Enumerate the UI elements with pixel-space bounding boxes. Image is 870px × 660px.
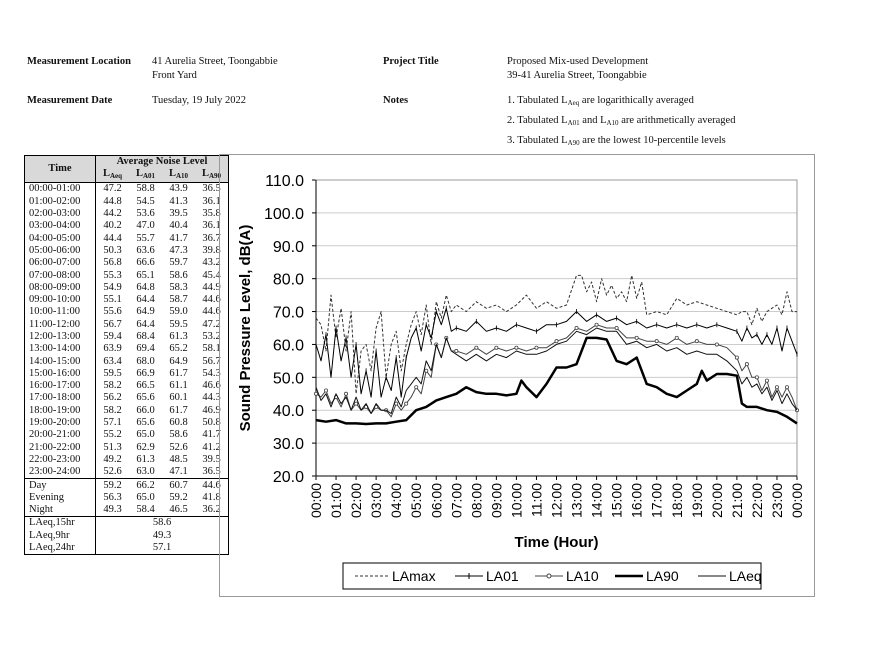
series-point-la10 <box>715 343 718 346</box>
value-cell: 64.9 <box>169 355 188 367</box>
hour-row <box>25 417 229 429</box>
series-point-la10 <box>415 386 418 389</box>
x-tick-label: 17:00 <box>648 483 665 519</box>
note-2: 2. Tabulated $L_{A01}$ and $L_{A10}$ are arithmetically averaged <box>507 115 736 127</box>
series-point-la10 <box>785 386 788 389</box>
time-cell: 22:00-23:00 <box>25 454 96 466</box>
series-point-la10 <box>635 336 638 339</box>
value-cell: 59.0 <box>169 306 188 318</box>
note-1: 1. Tabulated $L_{Aeq}$ are logarithically averaged <box>507 95 694 107</box>
value-cell: 65.6 <box>136 392 155 404</box>
value-cell: 55.7 <box>136 232 155 244</box>
time-cell: 18:00-19:00 <box>25 405 96 417</box>
value-cell: 36.5 <box>195 466 229 479</box>
value-cell: 58.4 <box>129 504 162 517</box>
series-point-la10 <box>575 326 578 329</box>
value-cell: 64.9 <box>136 306 155 318</box>
value-cell: 63.4 <box>103 355 122 367</box>
value-cell: 39.5 <box>195 454 229 466</box>
value-cell: 56.2 <box>103 392 122 404</box>
value-cell: 36.7 <box>195 232 229 244</box>
value-cell: 61.3 <box>136 453 155 465</box>
value-cell: 64.8 <box>136 281 155 293</box>
value-cell: 46.9 <box>195 405 229 417</box>
value-cell: 43.2 <box>195 257 229 269</box>
value-cell: 59.5 <box>169 318 188 330</box>
summary-value: 57.1 <box>96 542 229 555</box>
series-point-la10 <box>455 349 458 352</box>
x-tick-label: 22:00 <box>748 483 765 519</box>
value-cell: 65.6 <box>136 417 155 429</box>
period-row <box>25 492 229 504</box>
hour-row <box>25 245 229 257</box>
time-cell: 21:00-22:00 <box>25 442 96 454</box>
time-cell: 19:00-20:00 <box>25 417 96 429</box>
y-axis-label: Sound Pressure Level, dB(A) <box>237 224 254 432</box>
value-cell: 51.3 <box>103 441 122 453</box>
value-cell: 47.1 <box>162 466 195 479</box>
value-cell: 65.0 <box>136 491 155 503</box>
time-cell: 02:00-03:00 <box>25 208 96 220</box>
hour-row <box>25 343 229 355</box>
y-tick-label: 30.0 <box>272 436 304 454</box>
value-cell: 69.4 <box>136 343 155 355</box>
value-cell: 59.4 <box>103 331 122 342</box>
legend-label-la01: LA01 <box>486 568 519 584</box>
value-cell: 60.1 <box>169 392 188 404</box>
value-cell: 59.2 <box>103 479 122 491</box>
value-cell: 52.6 <box>169 441 188 453</box>
hour-row <box>25 196 229 208</box>
col-header: $L_{A10}$ <box>162 168 195 183</box>
y-tick-label: 40.0 <box>272 403 304 421</box>
x-tick-label: 05:00 <box>408 483 425 519</box>
time-cell: 10:00-11:00 <box>25 306 96 318</box>
value-cell: 56.7 <box>103 318 122 330</box>
series-point-la10 <box>495 346 498 349</box>
hour-row <box>25 331 229 343</box>
value-cell: 54.5 <box>136 195 155 207</box>
value-cell: 66.6 <box>136 257 155 269</box>
series-point-la10 <box>775 386 778 389</box>
value-cell: 61.7 <box>169 367 188 379</box>
x-tick-label: 07:00 <box>448 483 465 519</box>
location-value-2: Front Yard <box>152 70 197 81</box>
value-cell: 57.1 <box>103 417 122 429</box>
value-cell: 54.9 <box>103 281 122 293</box>
location-value-1: 41 Aurelia Street, Toongabbie <box>152 56 278 67</box>
value-cell: 58.6 <box>169 429 188 441</box>
hour-row <box>25 380 229 392</box>
series-point-la10 <box>475 346 478 349</box>
hour-row <box>25 306 229 318</box>
noise-table <box>24 155 229 555</box>
value-cell: 59.7 <box>169 257 188 269</box>
value-cell: 58.3 <box>169 281 188 293</box>
value-cell: 36.5 <box>195 183 229 196</box>
time-cell: 13:00-14:00 <box>25 343 96 355</box>
project-value-2: 39-41 Aurelia Street, Toongabbie <box>507 70 647 81</box>
notes-label: Notes <box>383 95 409 106</box>
hour-row <box>25 454 229 466</box>
value-cell: 36.2 <box>195 504 229 517</box>
summary-value: 58.6 <box>96 517 229 530</box>
legend-label-lamax: LAmax <box>392 568 436 584</box>
value-cell: 64.4 <box>136 318 155 330</box>
value-cell: 50.8 <box>195 417 229 429</box>
value-cell: 55.6 <box>103 306 122 318</box>
series-point-la10 <box>324 389 327 392</box>
time-cell: 14:00-15:00 <box>25 355 96 367</box>
period-row <box>25 504 229 517</box>
date-value: Tuesday, 19 July 2022 <box>152 95 247 106</box>
hour-row <box>25 282 229 294</box>
col-header: $L_{A01}$ <box>129 168 162 183</box>
value-cell: 58.8 <box>136 183 155 195</box>
value-cell: 50.3 <box>103 244 122 256</box>
x-tick-label: 02:00 <box>348 483 365 519</box>
series-point-la10 <box>595 323 598 326</box>
value-cell: 44.9 <box>195 282 229 294</box>
time-cell: 17:00-18:00 <box>25 392 96 404</box>
time-header: Time <box>25 156 96 183</box>
time-cell: 11:00-12:00 <box>25 319 96 331</box>
time-cell: 20:00-21:00 <box>25 429 96 441</box>
value-cell: 46.6 <box>195 380 229 392</box>
time-cell: Night <box>25 504 96 517</box>
time-cell: 12:00-13:00 <box>25 331 96 343</box>
value-cell: 61.3 <box>169 331 188 342</box>
value-cell: 47.2 <box>195 319 229 331</box>
x-tick-label: 12:00 <box>548 483 565 519</box>
value-cell: 40.4 <box>169 220 188 232</box>
time-cell: 01:00-02:00 <box>25 196 96 208</box>
x-tick-label: 18:00 <box>668 483 685 519</box>
value-cell: 48.5 <box>169 453 188 465</box>
time-cell: 16:00-17:00 <box>25 380 96 392</box>
note-3: 3. Tabulated $L_{A90}$ are the lowest 10-percentile levels <box>507 135 726 147</box>
summary-label: LAeq,15hr <box>25 517 96 530</box>
value-cell: 55.2 <box>103 429 122 441</box>
hour-row <box>25 257 229 269</box>
x-tick-label: 14:00 <box>588 483 605 519</box>
legend-label-laeq: LAeq <box>729 568 762 584</box>
col-header: $L_{Aeq}$ <box>96 168 130 183</box>
value-cell: 65.1 <box>136 269 155 281</box>
value-cell: 66.0 <box>136 404 155 416</box>
x-tick-label: 20:00 <box>708 483 725 519</box>
value-cell: 44.2 <box>103 208 122 220</box>
x-tick-label: 06:00 <box>428 483 445 519</box>
value-cell: 60.7 <box>169 479 188 491</box>
y-tick-label: 70.0 <box>272 304 304 322</box>
summary-label: LAeq,24hr <box>25 542 96 555</box>
value-cell: 49.2 <box>103 453 122 465</box>
value-cell: 63.0 <box>129 466 162 479</box>
y-tick-label: 60.0 <box>272 337 304 355</box>
x-tick-label: 09:00 <box>488 483 505 519</box>
x-tick-label: 23:00 <box>768 483 785 519</box>
value-cell: 44.3 <box>195 392 229 404</box>
legend-label-la90: LA90 <box>646 568 679 584</box>
location-label: Measurement Location <box>27 56 131 67</box>
hour-row <box>25 392 229 404</box>
value-cell: 66.5 <box>136 380 155 392</box>
value-cell: 44.6 <box>195 294 229 306</box>
series-point-la10 <box>655 340 658 343</box>
summary-row <box>25 530 229 542</box>
value-cell: 41.7 <box>169 232 188 244</box>
value-cell: 59.5 <box>103 367 122 379</box>
series-point-la10 <box>695 340 698 343</box>
x-tick-label: 01:00 <box>328 483 345 519</box>
value-cell: 63.6 <box>136 244 155 256</box>
x-tick-label: 15:00 <box>608 483 625 519</box>
group-header: Average Noise Level <box>96 156 229 169</box>
hour-row <box>25 232 229 244</box>
series-line-la10 <box>316 325 797 417</box>
y-tick-label: 90.0 <box>272 238 304 256</box>
value-cell: 40.2 <box>103 220 122 232</box>
summary-label: LAeq,9hr <box>25 530 96 542</box>
time-cell: Evening <box>25 492 96 504</box>
time-cell: Day <box>25 479 96 492</box>
value-cell: 59.2 <box>169 491 188 503</box>
series-point-la10 <box>555 340 558 343</box>
series-point-la10 <box>675 336 678 339</box>
time-cell: 08:00-09:00 <box>25 282 96 294</box>
hour-row <box>25 466 229 479</box>
value-cell: 44.8 <box>103 195 122 207</box>
time-cell: 05:00-06:00 <box>25 245 96 257</box>
value-cell: 68.0 <box>136 355 155 367</box>
time-cell: 06:00-07:00 <box>25 257 96 269</box>
plot-area <box>316 180 797 476</box>
project-label: Project Title <box>383 56 439 67</box>
series-point-la10 <box>735 356 738 359</box>
x-tick-label: 04:00 <box>388 483 405 519</box>
series-point-la10 <box>344 392 347 395</box>
x-tick-label: 11:00 <box>528 483 545 517</box>
y-tick-label: 20.0 <box>272 469 304 486</box>
value-cell: 53.6 <box>136 208 155 220</box>
hour-row <box>25 442 229 454</box>
series-point-la10 <box>615 326 618 329</box>
value-cell: 44.6 <box>195 479 229 492</box>
value-cell: 65.0 <box>136 429 155 441</box>
hour-row <box>25 220 229 232</box>
value-cell: 62.9 <box>136 441 155 453</box>
series-point-la10 <box>535 346 538 349</box>
x-tick-label: 19:00 <box>688 483 705 519</box>
time-cell: 07:00-08:00 <box>25 269 96 281</box>
series-point-la10 <box>425 369 428 372</box>
series-point-la10 <box>765 379 768 382</box>
value-cell: 53.2 <box>195 331 229 343</box>
value-cell: 43.9 <box>169 183 188 195</box>
value-cell: 44.6 <box>195 306 229 318</box>
value-cell: 56.7 <box>195 355 229 367</box>
value-cell: 39.8 <box>195 245 229 257</box>
value-cell: 56.8 <box>103 257 122 269</box>
x-tick-label: 08:00 <box>468 483 485 519</box>
value-cell: 49.3 <box>96 504 130 517</box>
y-tick-label: 80.0 <box>272 271 304 289</box>
hour-row <box>25 405 229 417</box>
value-cell: 41.8 <box>195 492 229 504</box>
series-point-la10 <box>745 363 748 366</box>
value-cell: 64.4 <box>136 294 155 306</box>
value-cell: 44.4 <box>103 232 122 244</box>
value-cell: 58.2 <box>103 404 122 416</box>
summary-row <box>25 517 229 530</box>
value-cell: 60.8 <box>169 417 188 429</box>
time-cell: 09:00-10:00 <box>25 294 96 306</box>
value-cell: 58.2 <box>103 380 122 392</box>
date-label: Measurement Date <box>27 95 113 106</box>
time-cell: 23:00-24:00 <box>25 466 96 479</box>
value-cell: 55.1 <box>103 294 122 306</box>
hour-row <box>25 429 229 441</box>
x-tick-label: 13:00 <box>568 483 585 519</box>
project-value-1: Proposed Mix-used Development <box>507 56 649 67</box>
value-cell: 66.2 <box>136 479 155 491</box>
value-cell: 52.6 <box>96 466 130 479</box>
summary-value: 49.3 <box>96 530 229 542</box>
value-cell: 66.9 <box>136 367 155 379</box>
y-tick-label: 100.0 <box>263 205 304 223</box>
value-cell: 61.1 <box>169 380 188 392</box>
time-cell: 03:00-04:00 <box>25 220 96 232</box>
value-cell: 41.2 <box>195 442 229 454</box>
series-point-la10 <box>354 402 357 405</box>
value-cell: 41.3 <box>169 195 188 207</box>
x-tick-label: 21:00 <box>728 483 745 519</box>
series-point-la10 <box>314 392 317 395</box>
legend-marker <box>547 574 551 578</box>
series-point-la10 <box>405 402 408 405</box>
value-cell: 54.3 <box>195 368 229 380</box>
x-tick-label: 10:00 <box>508 483 525 519</box>
hour-row <box>25 319 229 331</box>
hour-row <box>25 183 229 196</box>
value-cell: 41.7 <box>195 429 229 441</box>
hour-row <box>25 208 229 220</box>
value-cell: 39.5 <box>169 208 188 220</box>
hour-row <box>25 269 229 281</box>
value-cell: 55.3 <box>103 269 122 281</box>
period-row <box>25 479 229 492</box>
hour-row <box>25 294 229 306</box>
value-cell: 58.7 <box>169 294 188 306</box>
y-tick-label: 50.0 <box>272 370 304 388</box>
value-cell: 47.0 <box>136 220 155 232</box>
value-cell: 63.9 <box>103 343 122 355</box>
x-tick-label: 16:00 <box>628 483 645 519</box>
y-tick-label: 110.0 <box>265 173 304 190</box>
series-line-la01 <box>316 308 797 397</box>
value-cell: 35.8 <box>195 208 229 220</box>
summary-row <box>25 542 229 555</box>
time-cell: 00:00-01:00 <box>25 183 96 196</box>
series-point-la10 <box>515 346 518 349</box>
value-cell: 68.4 <box>136 331 155 342</box>
time-cell: 04:00-05:00 <box>25 232 96 244</box>
legend-label-la10: LA10 <box>566 568 599 584</box>
series-line-lamax <box>316 275 797 393</box>
value-cell: 65.2 <box>169 343 188 355</box>
hour-row <box>25 368 229 380</box>
x-axis-label: Time (Hour) <box>514 534 599 551</box>
value-cell: 56.3 <box>103 491 122 503</box>
value-cell: 46.5 <box>162 504 195 517</box>
value-cell: 47.2 <box>103 183 122 195</box>
value-cell: 36.1 <box>195 196 229 208</box>
noise-chart <box>222 155 814 595</box>
value-cell: 58.1 <box>195 343 229 355</box>
hour-row <box>25 355 229 367</box>
value-cell: 45.4 <box>195 269 229 281</box>
x-tick-label: 00:00 <box>789 483 805 519</box>
x-tick-label: 00:00 <box>308 483 324 519</box>
value-cell: 58.6 <box>169 269 188 281</box>
notes-list <box>507 94 735 154</box>
value-cell: 61.7 <box>169 404 188 416</box>
time-cell: 15:00-16:00 <box>25 368 96 380</box>
value-cell: 47.3 <box>169 244 188 256</box>
value-cell: 36.1 <box>195 220 229 232</box>
col-header: $L_{A90}$ <box>195 168 229 183</box>
x-tick-label: 03:00 <box>368 483 385 519</box>
series-point-la10 <box>755 376 758 379</box>
